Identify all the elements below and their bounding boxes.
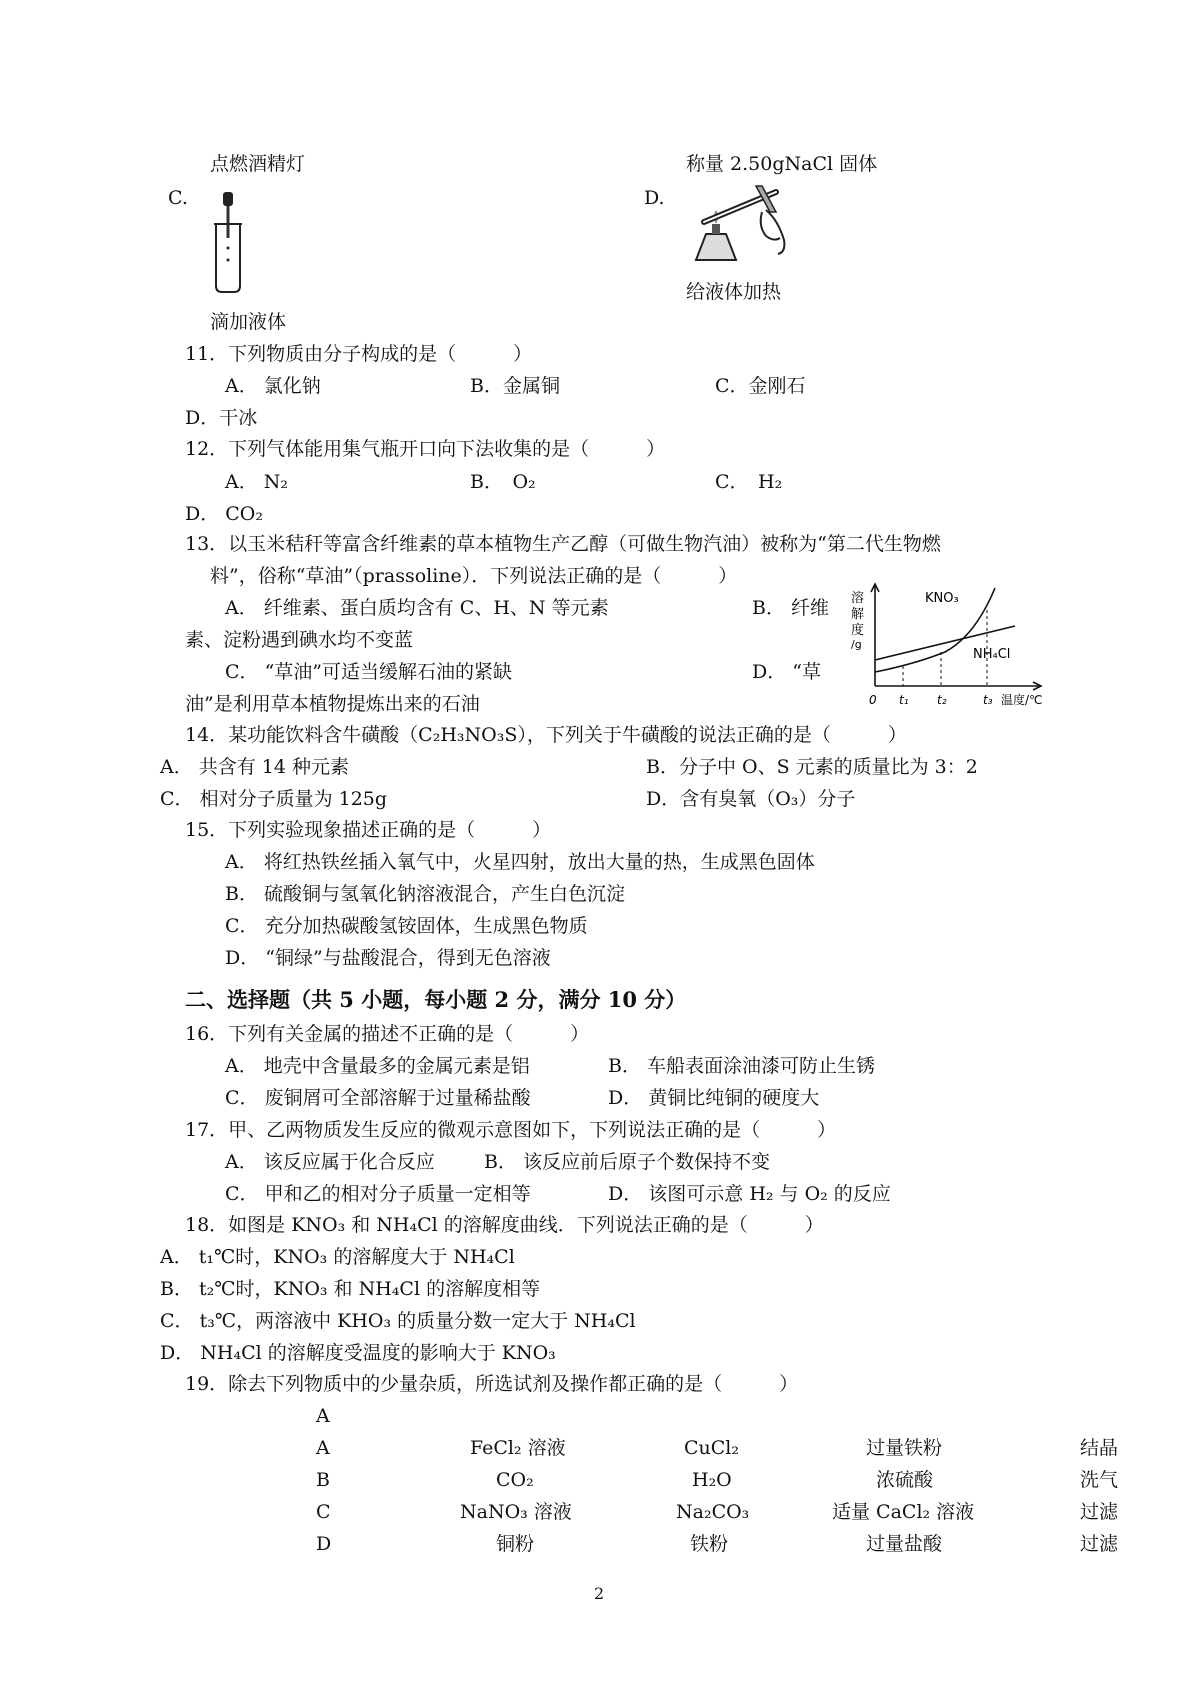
q18-option-a: A． t₁℃时，KNO₃ 的溶解度大于 NH₄Cl (160, 1246, 515, 1268)
q16-option-d: D． 黄铜比纯铜的硬度大 (608, 1087, 820, 1109)
graph-t3: t₃ (983, 693, 993, 707)
graph-ylabel-c2: 解 (851, 607, 865, 622)
q12-stem: 12．下列气体能用集气瓶开口向下法收集的是（ ） (185, 438, 666, 460)
q15-option-d: D． “铜绿”与盐酸混合，得到无色溶液 (225, 947, 551, 969)
q19-table-header: A (316, 1405, 330, 1427)
q16-stem: 16．下列有关金属的描述不正确的是（ ） (185, 1023, 590, 1045)
q13-option-a: A． 纤维素、蛋白质均含有 C、H、N 等元素 (225, 597, 609, 619)
q13-stem-line1: 13．以玉米秸秆等富含纤维素的草本植物生产乙醇（可做生物汽油）被称为“第二代生物燃 (185, 533, 941, 555)
q14-option-b: B．分子中 O、S 元素的质量比为 3：2 (646, 756, 978, 778)
q11-stem: 11．下列物质由分子构成的是（ ） (185, 343, 533, 365)
option-c-caption-bottom: 滴加液体 (210, 311, 287, 333)
option-d-label: D. (644, 187, 665, 209)
q14-option-a: A． 共含有 14 种元素 (160, 756, 350, 778)
q19-stem: 19．除去下列物质中的少量杂质，所选试剂及操作都正确的是（ ） (185, 1373, 799, 1395)
q19-cell: 洗气 (1080, 1469, 1119, 1491)
q16-option-a: A． 地壳中含量最多的金属元素是铝 (225, 1055, 530, 1077)
q19-cell: 过滤 (1080, 1533, 1119, 1555)
option-d-caption-top: 称量 2.50gNaCl 固体 (686, 153, 878, 175)
q19-cell: 过量铁粉 (866, 1437, 943, 1459)
q19-cell: D (316, 1533, 332, 1555)
q19-cell: 适量 CaCl₂ 溶液 (832, 1501, 975, 1523)
graph-kno3-label: KNO₃ (925, 591, 959, 606)
q18-option-c: C． t₃℃，两溶液中 KHO₃ 的质量分数一定大于 NH₄Cl (160, 1310, 636, 1332)
q19-cell: 浓硫酸 (876, 1469, 934, 1491)
graph-t1: t₁ (899, 693, 909, 707)
option-d-caption-bottom: 给液体加热 (686, 281, 782, 303)
q16-option-c: C． 废铜屑可全部溶解于过量稀盐酸 (225, 1087, 531, 1109)
q19-cell: 铁粉 (690, 1533, 729, 1555)
graph-xlabel: 温度/℃ (1001, 693, 1043, 707)
q19-cell: 过量盐酸 (866, 1533, 943, 1555)
graph-nh4cl-label: NH₄Cl (973, 647, 1011, 662)
q12-option-b: B． O₂ (470, 471, 536, 493)
q19-cell: CO₂ (496, 1469, 534, 1491)
q19-cell: H₂O (692, 1469, 732, 1491)
q14-stem: 14．某功能饮料含牛磺酸（C₂H₃NO₃S），下列关于牛磺酸的说法正确的是（ ） (185, 724, 907, 746)
q17-stem: 17．甲、乙两物质发生反应的微观示意图如下，下列说法正确的是（ ） (185, 1119, 837, 1141)
q11-option-b: B．金属铜 (470, 375, 560, 397)
q13-stem-line2: 料”，俗称“草油”（prassoline）．下列说法正确的是（ ） (210, 565, 738, 587)
q17-option-b: B． 该反应前后原子个数保持不变 (484, 1151, 771, 1173)
q19-cell: FeCl₂ 溶液 (470, 1437, 566, 1459)
q13-option-b-part1: B． 纤维 (752, 597, 830, 619)
dropper-test-tube-figure (208, 190, 248, 294)
q19-cell: 结晶 (1080, 1437, 1119, 1459)
q13-option-b-part2: 素、淀粉遇到碘水均不变蓝 (185, 629, 414, 651)
graph-ylabel-c4: /g (851, 638, 862, 651)
q17-option-d: D． 该图可示意 H₂ 与 O₂ 的反应 (608, 1183, 891, 1205)
q19-cell: Na₂CO₃ (676, 1501, 750, 1523)
q18-option-b: B． t₂℃时，KNO₃ 和 NH₄Cl 的溶解度相等 (160, 1278, 541, 1300)
q18-stem: 18．如图是 KNO₃ 和 NH₄Cl 的溶解度曲线．下列说法正确的是（ ） (185, 1214, 824, 1236)
q19-cell: B (316, 1469, 330, 1491)
q11-option-c: C．金刚石 (715, 375, 806, 397)
graph-origin: 0 (869, 693, 877, 707)
option-c-label: C. (168, 187, 188, 209)
q16-option-b: B． 车船表面涂油漆可防止生锈 (608, 1055, 876, 1077)
q19-cell: NaNO₃ 溶液 (460, 1501, 572, 1523)
q11-option-a: A． 氯化钠 (225, 375, 321, 397)
q17-option-a: A． 该反应属于化合反应 (225, 1151, 435, 1173)
q13-option-c: C． “草油”可适当缓解石油的紧缺 (225, 661, 513, 683)
q19-cell: A (316, 1437, 330, 1459)
page-number: 2 (594, 1584, 605, 1603)
q19-cell: CuCl₂ (684, 1437, 740, 1459)
q14-option-c: C． 相对分子质量为 125g (160, 788, 388, 810)
q17-option-c: C． 甲和乙的相对分子质量一定相等 (225, 1183, 531, 1205)
q15-option-c: C． 充分加热碳酸氢铵固体，生成黑色物质 (225, 915, 588, 937)
q13-option-d-part1: D． “草 (752, 661, 821, 683)
q19-cell: 铜粉 (496, 1533, 535, 1555)
section-2-title: 二、选择题（共 5 小题，每小题 2 分，满分 10 分） (185, 987, 687, 1012)
q15-option-b: B． 硫酸铜与氢氧化钠溶液混合，产生白色沉淀 (225, 883, 626, 905)
q13-option-d-part2: 油”是利用草本植物提炼出来的石油 (185, 693, 480, 715)
graph-ylabel-c1: 溶 (851, 591, 865, 606)
q18-option-d: D． NH₄Cl 的溶解度受温度的影响大于 KNO₃ (160, 1342, 556, 1364)
q19-cell: 过滤 (1080, 1501, 1119, 1523)
q15-option-a: A． 将红热铁丝插入氧气中，火星四射，放出大量的热，生成黑色固体 (225, 851, 815, 873)
q12-option-d: D． CO₂ (185, 503, 264, 525)
q12-option-a: A． N₂ (225, 471, 289, 493)
graph-t2: t₂ (937, 693, 947, 707)
solubility-curve-figure (845, 580, 1045, 710)
q19-cell: C (316, 1501, 331, 1523)
graph-ylabel-c3: 度 (851, 623, 865, 638)
q12-option-c: C． H₂ (715, 471, 783, 493)
q14-option-d: D．含有臭氧（O₃）分子 (646, 788, 856, 810)
option-c-caption-top: 点燃酒精灯 (210, 153, 306, 175)
q15-stem: 15．下列实验现象描述正确的是（ ） (185, 819, 552, 841)
heating-liquid-figure (686, 182, 794, 266)
q11-option-d: D．干冰 (185, 407, 258, 429)
